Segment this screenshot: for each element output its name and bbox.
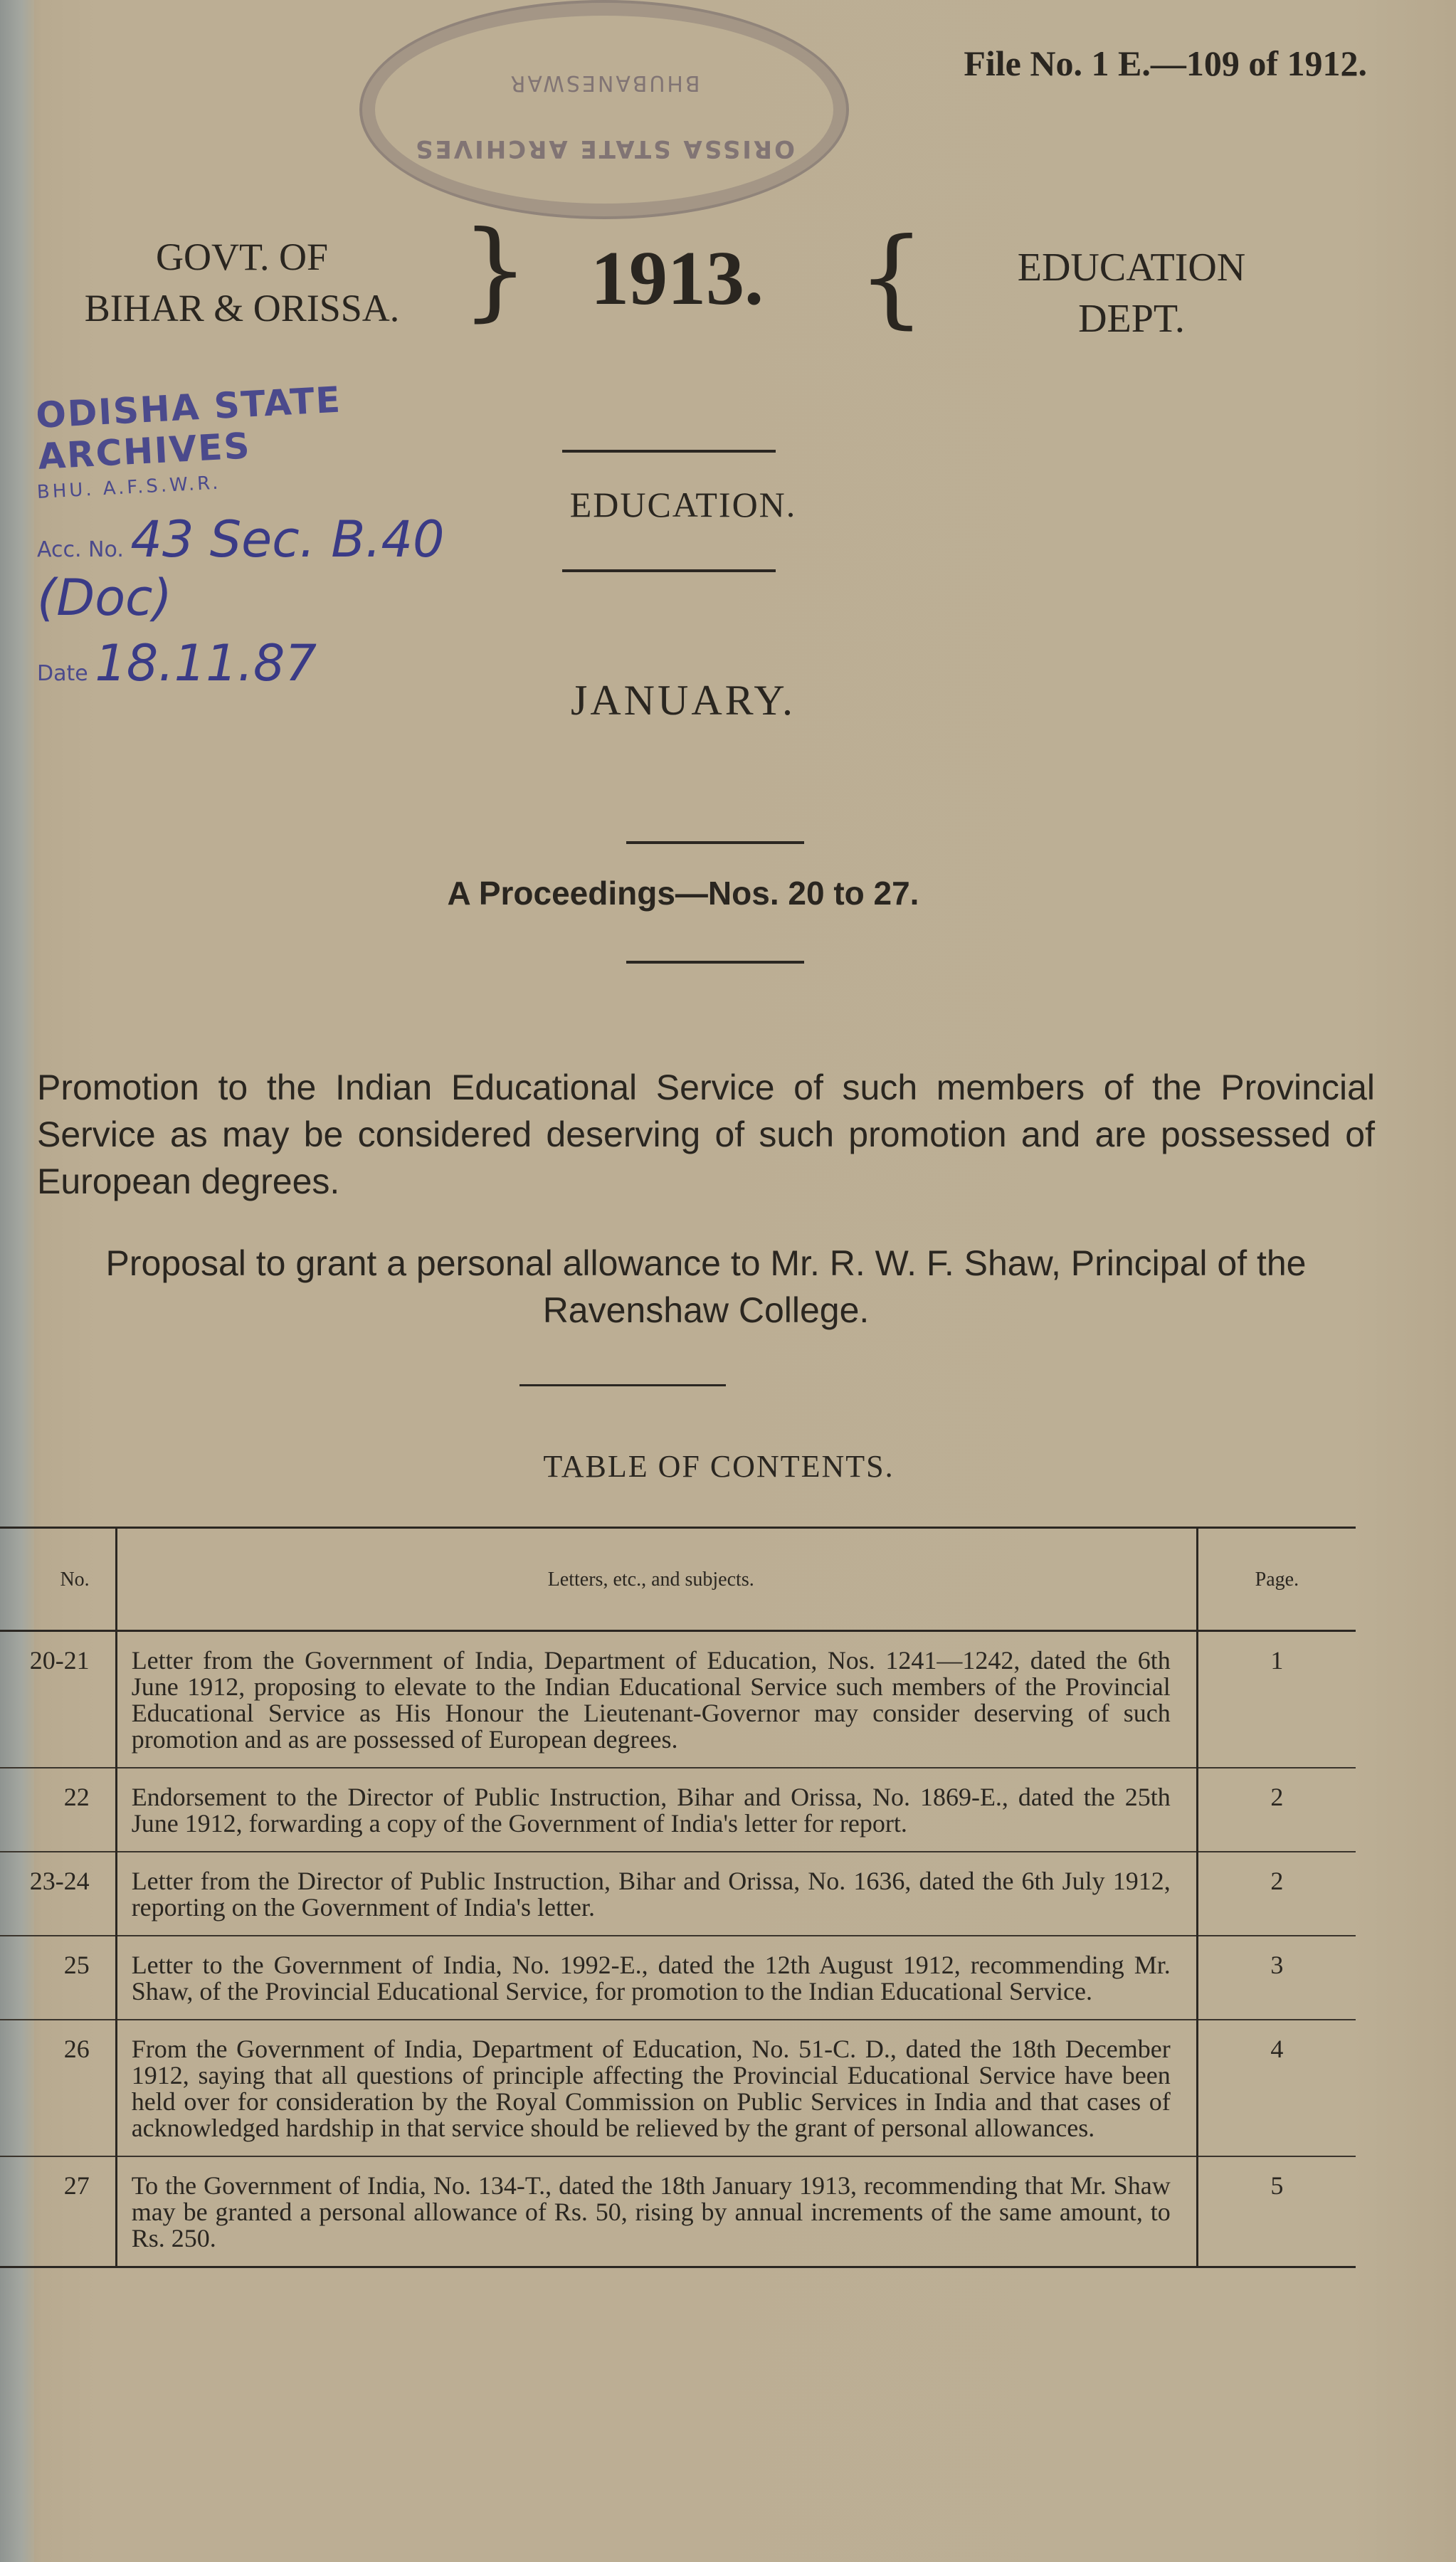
subject-1: Promotion to the Indian Educational Service of such members of the Provincial Service as may be considered deserving of such promotion and are possessed of European degrees. <box>37 1068 1375 1201</box>
table-row <box>0 1936 1356 2020</box>
govt-line-2: BIHAR & ORISSA. <box>84 287 400 330</box>
date-label: Date <box>37 661 88 686</box>
table-row <box>0 2020 1356 2156</box>
seal-text-top: BHUBANESWAR <box>508 70 700 95</box>
row-no: 20-21 <box>0 1631 116 1768</box>
left-brace-icon: { <box>858 216 926 339</box>
row-subject: Letter from the Government of India, Department of Education, Nos. 1241—1242, dated the 6th June 1912, proposing to elevate to the Indian Educational Service such members of the Provincial Educational Service as His Honour the Lieutenant-Governor may consider deserving of such promotion and as are possessed of European degrees. <box>116 1631 1197 1768</box>
archive-stamp-title: ODISHA STATE ARCHIVES <box>34 379 343 478</box>
file-number: File No. 1 E.—109 of 1912. <box>964 43 1367 83</box>
archive-date-row <box>37 634 492 692</box>
dept-line-1: EDUCATION <box>1017 246 1246 290</box>
table-row <box>0 1768 1356 1852</box>
row-subject: Endorsement to the Director of Public Instruction, Bihar and Orissa, No. 1869-E., dated the 25th June 1912, forwarding a copy of the Government of India's letter for report. <box>116 1768 1197 1852</box>
proceedings-line: A Proceedings—Nos. 20 to 27. <box>447 875 919 912</box>
govt-line-1: GOVT. OF <box>156 236 328 278</box>
year: 1913. <box>591 236 764 321</box>
date-handwritten: 18.11.87 <box>95 634 317 692</box>
table-of-contents <box>0 1527 1356 2268</box>
divider <box>562 450 776 453</box>
toc-title: TABLE OF CONTENTS. <box>543 1449 895 1484</box>
row-no: 26 <box>0 2020 116 2156</box>
row-subject: To the Government of India, No. 134-T., dated the 18th January 1913, recommending that Mr. Shaw may be granted a personal allowance of Rs. 50, rising by annual increments of the same amount, to Rs. 250. <box>116 2156 1197 2267</box>
table-row <box>0 2156 1356 2267</box>
row-no: 25 <box>0 1936 116 2020</box>
table-row <box>0 1852 1356 1936</box>
archive-stamp-sub: BHU. A.F.S.W.R. <box>36 472 222 503</box>
row-subject: From the Government of India, Department of Education, No. 51-C. D., dated the 18th December 1912, saying that all questions of principle affecting the Provincial Educational Service have been held over for consideration by the Royal Commission on Public Services in India and that cases of acknowledged hardship in that service should be relieved by the grant of personal allowances. <box>116 2020 1197 2156</box>
row-page: 4 <box>1197 2020 1356 2156</box>
right-brace-icon: } <box>461 209 529 332</box>
seal-text-bottom: ORISSA STATE ARCHIVES <box>413 135 795 163</box>
row-subject: Letter from the Director of Public Instruction, Bihar and Orissa, No. 1636, dated the 6th July 1912, reporting on the Government of India's letter. <box>116 1852 1197 1936</box>
table-row <box>0 1631 1356 1768</box>
month-heading: JANUARY. <box>571 677 796 724</box>
oval-archive-seal <box>359 0 849 219</box>
row-no: 22 <box>0 1768 116 1852</box>
divider <box>519 1384 726 1386</box>
divider <box>626 961 804 964</box>
header-subject: Letters, etc., and subjects. <box>116 1528 1197 1631</box>
government-block <box>28 231 455 334</box>
archive-stamp <box>34 379 492 692</box>
acc-label: Acc. No. <box>37 537 124 562</box>
header-page: Page. <box>1197 1528 1356 1631</box>
row-subject: Letter to the Government of India, No. 1992-E., dated the 12th August 1912, recommending Mr. Shaw, of the Provincial Educational Service, for promotion to the Indian Educational Service. <box>116 1936 1197 2020</box>
toc-header-row <box>0 1528 1356 1631</box>
row-page: 2 <box>1197 1852 1356 1936</box>
row-page: 1 <box>1197 1631 1356 1768</box>
row-page: 2 <box>1197 1768 1356 1852</box>
subject-2: Proposal to grant a personal allowance to Mr. R. W. F. Shaw, Principal of the Ravenshaw College. <box>105 1243 1307 1330</box>
row-page: 5 <box>1197 2156 1356 2267</box>
section-heading: EDUCATION. <box>569 485 797 524</box>
row-no: 27 <box>0 2156 116 2267</box>
row-no: 23-24 <box>0 1852 116 1936</box>
acc-number-handwritten: 43 Sec. B.40 (Doc) <box>37 510 445 627</box>
divider <box>626 841 804 844</box>
department-block <box>946 242 1317 344</box>
archive-acc-row <box>37 510 492 627</box>
row-page: 3 <box>1197 1936 1356 2020</box>
header-no: No. <box>0 1528 116 1631</box>
divider <box>562 569 776 572</box>
dept-line-2: DEPT. <box>1078 297 1185 341</box>
